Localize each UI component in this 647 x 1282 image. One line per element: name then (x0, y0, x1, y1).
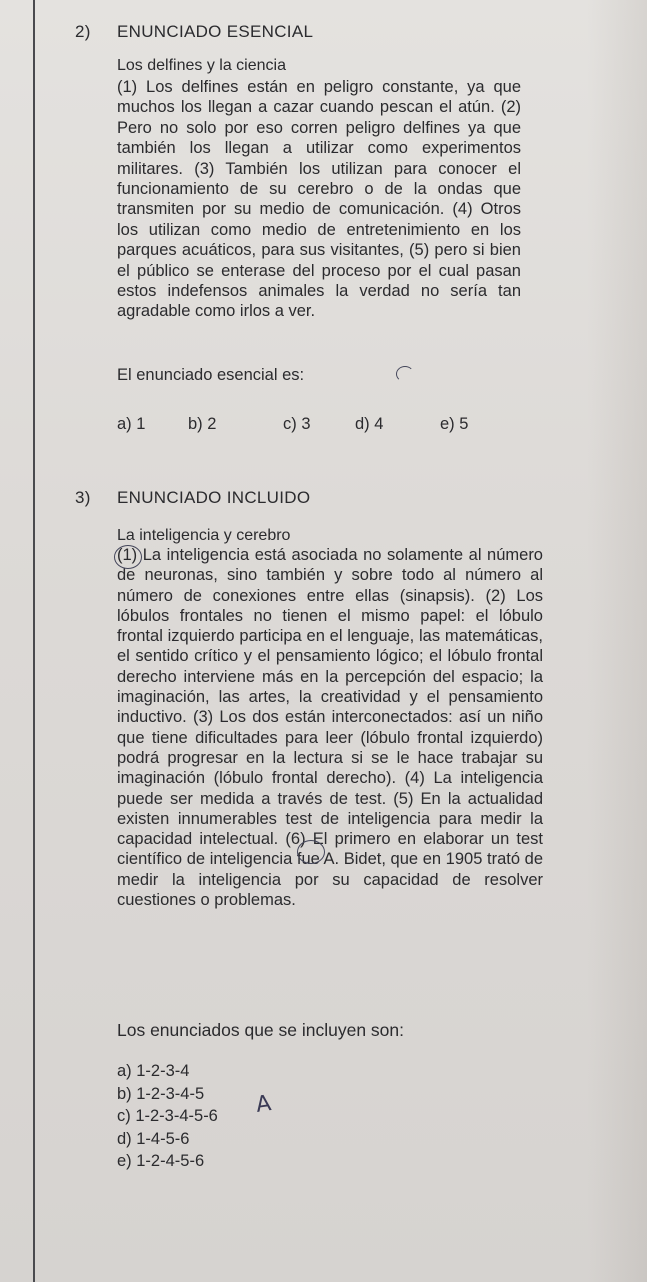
q2-number: 2) (75, 22, 91, 41)
q2-option-d[interactable]: d) 4 (355, 415, 384, 433)
q2-option-a[interactable]: a) 1 (117, 415, 146, 433)
q3-prompt: Los enunciados que se incluyen son: (117, 1020, 405, 1040)
q3-options (117, 1060, 218, 1173)
q3-option-a[interactable]: a) 1-2-3-4 (117, 1062, 190, 1080)
q3-heading (75, 488, 310, 508)
q2-option-e[interactable]: e) 5 (440, 415, 469, 433)
q2-heading (75, 22, 313, 42)
pen-mark (396, 366, 414, 382)
margin-line (33, 0, 35, 1282)
circle-mark-1 (114, 545, 142, 569)
q3-option-d[interactable]: d) 1-4-5-6 (117, 1129, 190, 1148)
q2-heading-text: ENUNCIADO ESENCIAL (117, 22, 314, 41)
q3-option-c[interactable]: c) 1-2-3-4-5-6 (117, 1107, 218, 1125)
q2-option-b[interactable]: b) 2 (188, 415, 217, 433)
handwritten-answer: A (254, 1091, 273, 1118)
circle-mark-5 (297, 840, 325, 864)
q2-title: Los delfines y la ciencia (117, 57, 286, 74)
page-shadow (587, 0, 647, 1282)
q2-prompt: El enunciado esencial es: (117, 366, 305, 384)
q3-option-e[interactable]: e) 1-2-4-5-6 (117, 1152, 205, 1170)
q2-option-c[interactable]: c) 3 (283, 415, 311, 433)
q3-number: 3) (75, 488, 91, 507)
q3-passage: (1) La inteligencia está asociada no solamente al número de neuronas, sino también y sobre todo al número al número de conexiones entre ellas (sinapsis). (2) Los lóbulos frontales no tienen el mismo papel: el lóbulo frontal izquierdo participa en el lenguaje, las matemáticas, el sentido crítico y el pensamiento lógico; el lóbulo frontal derecho interviene más en la percepción del espacio; la imaginación, las artes, la creatividad y el pensamiento inductivo. (3) Los dos están interconectados: así un niño que tiene dificultades para leer (lóbulo frontal izquierdo) podrá progresar en la lectura si se le hace trabajar su imaginación (lóbulo frontal derecho). (4) La inteligencia puede ser medida a través de test. (5) En la actualidad existen innumerables test de inteligencia para medir la capacidad intelectual. (6) El primero en elaborar un test científico de inteligencia fue A. Bidet, que en 1905 trató de medir la inteligencia por su capacidad de resolver cuestiones o problemas. (117, 546, 543, 910)
q2-passage: (1) Los delfines están en peligro constante, ya que muchos los llegan a cazar cuando pescan el atún. (2) Pero no solo por eso corren peligro delfines ya que también los llegan a utilizar como experimentos militares. (3) También los utilizan para conocer el funcionamiento de su cerebro o de la ondas que transmiten por su medio de comunicación. (4) Otros los utilizan como medio de entretenimiento en los parques acuáticos, para sus visitantes, (5) pero si bien el público se enterase del proceso por el cual pasan estos indefensos animales la verdad no sería tan agradable como irlos a ver. (117, 78, 521, 321)
q3-option-b[interactable]: b) 1-2-3-4-5 (117, 1084, 205, 1103)
q3-title: La inteligencia y cerebro (117, 527, 291, 544)
q3-heading-text: ENUNCIADO INCLUIDO (117, 488, 311, 507)
